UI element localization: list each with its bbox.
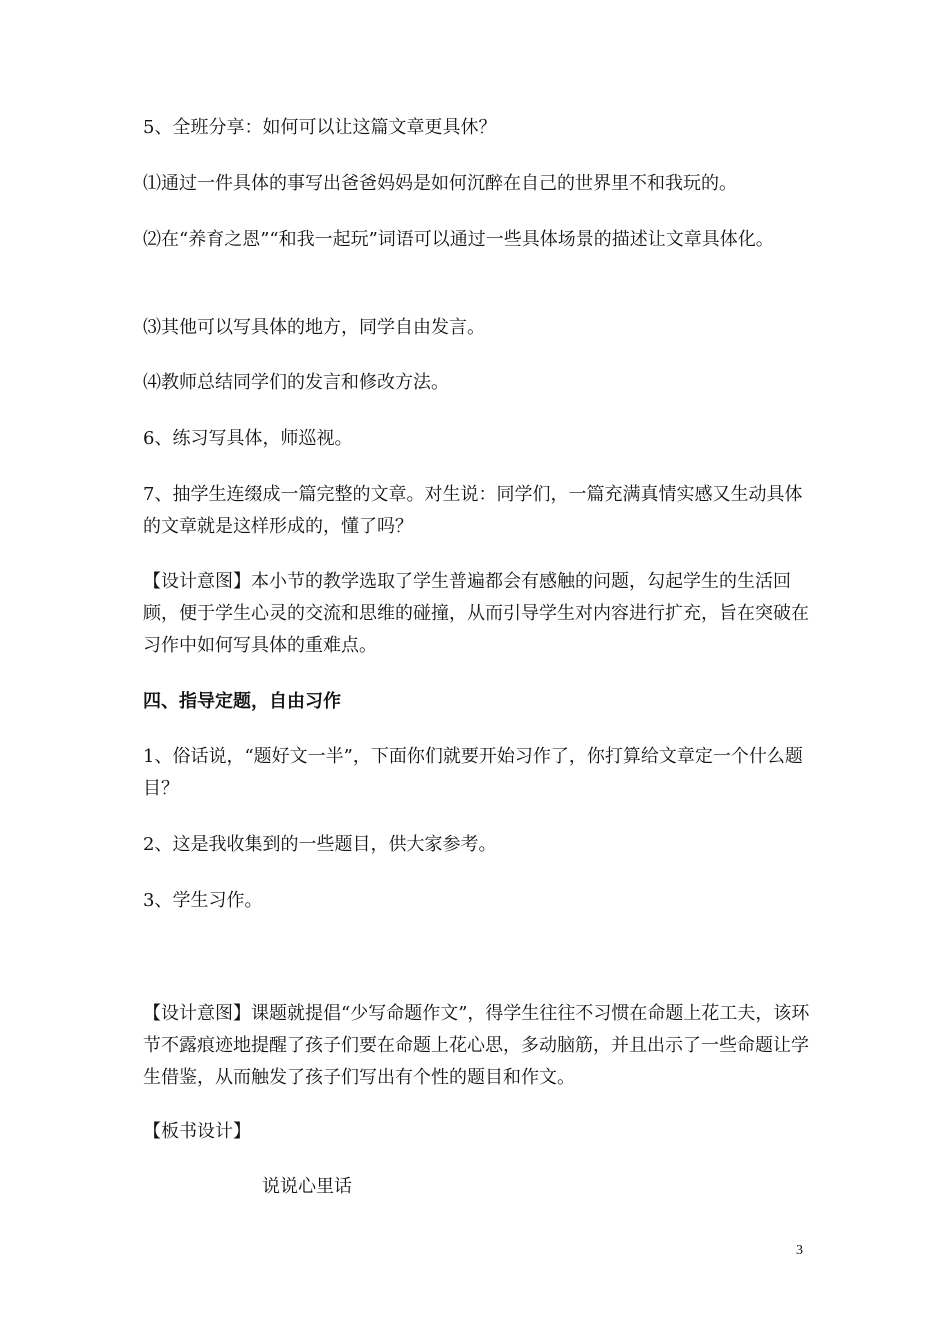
board-design-heading: 【板书设计】 — [143, 1121, 251, 1142]
paragraph-sub-2: ⑵在“养育之恩”“和我一起玩”词语可以通过一些具体场景的描述让文章具体化。 — [143, 229, 774, 250]
paragraph-sub-3: ⑶其他可以写具体的地方，同学自由发言。 — [143, 317, 485, 338]
paragraph-step-7: 7、抽学生连缀成一篇完整的文章。对生说：同学们，一篇充满真情实感又生动具体的文章就是这样形成的，懂了吗？ — [143, 484, 803, 537]
paragraph-design-intent-2: 【设计意图】课题就提倡“少写命题作文”，得学生往往不习惯在命题上花工夫，该环节不露痕迹地提醒了孩子们要在命题上花心思，多动脑筋，并且出示了一些命题让学生借鉴，从而触发了孩子们写出有个性的题目和作文。 — [143, 1003, 810, 1088]
paragraph-design-intent-1: 【设计意图】本小节的教学选取了学生普遍都会有感触的问题，勾起学生的生活回顾，便于学生心灵的交流和思维的碰撞，从而引导学生对内容进行扩充，旨在突破在习作中如何写具体的重难点。 — [143, 571, 809, 656]
paragraph-step-4-1: 1、俗话说，“题好文一半”，下面你们就要开始习作了，你打算给文章定一个什么题目？ — [143, 746, 803, 799]
paragraph-sub-4: ⑷教师总结同学们的发言和修改方法。 — [143, 372, 449, 393]
paragraph-step-4-3: 3、学生习作。 — [143, 890, 263, 911]
paragraph-step-4-2: 2、这是我收集到的一些题目，供大家参考。 — [143, 834, 497, 855]
paragraph-sub-1: ⑴通过一件具体的事写出爸爸妈妈是如何沉醉在自己的世界里不和我玩的。 — [143, 173, 737, 194]
board-title: 说说心里话 — [262, 1176, 352, 1197]
page-number: 3 — [796, 1243, 803, 1258]
section-heading-4: 四、指导定题，自由习作 — [143, 691, 341, 712]
paragraph-step-5: 5、全班分享：如何可以让这篇文章更具休？ — [143, 117, 497, 138]
paragraph-step-6: 6、练习写具体，师巡视。 — [143, 428, 353, 449]
